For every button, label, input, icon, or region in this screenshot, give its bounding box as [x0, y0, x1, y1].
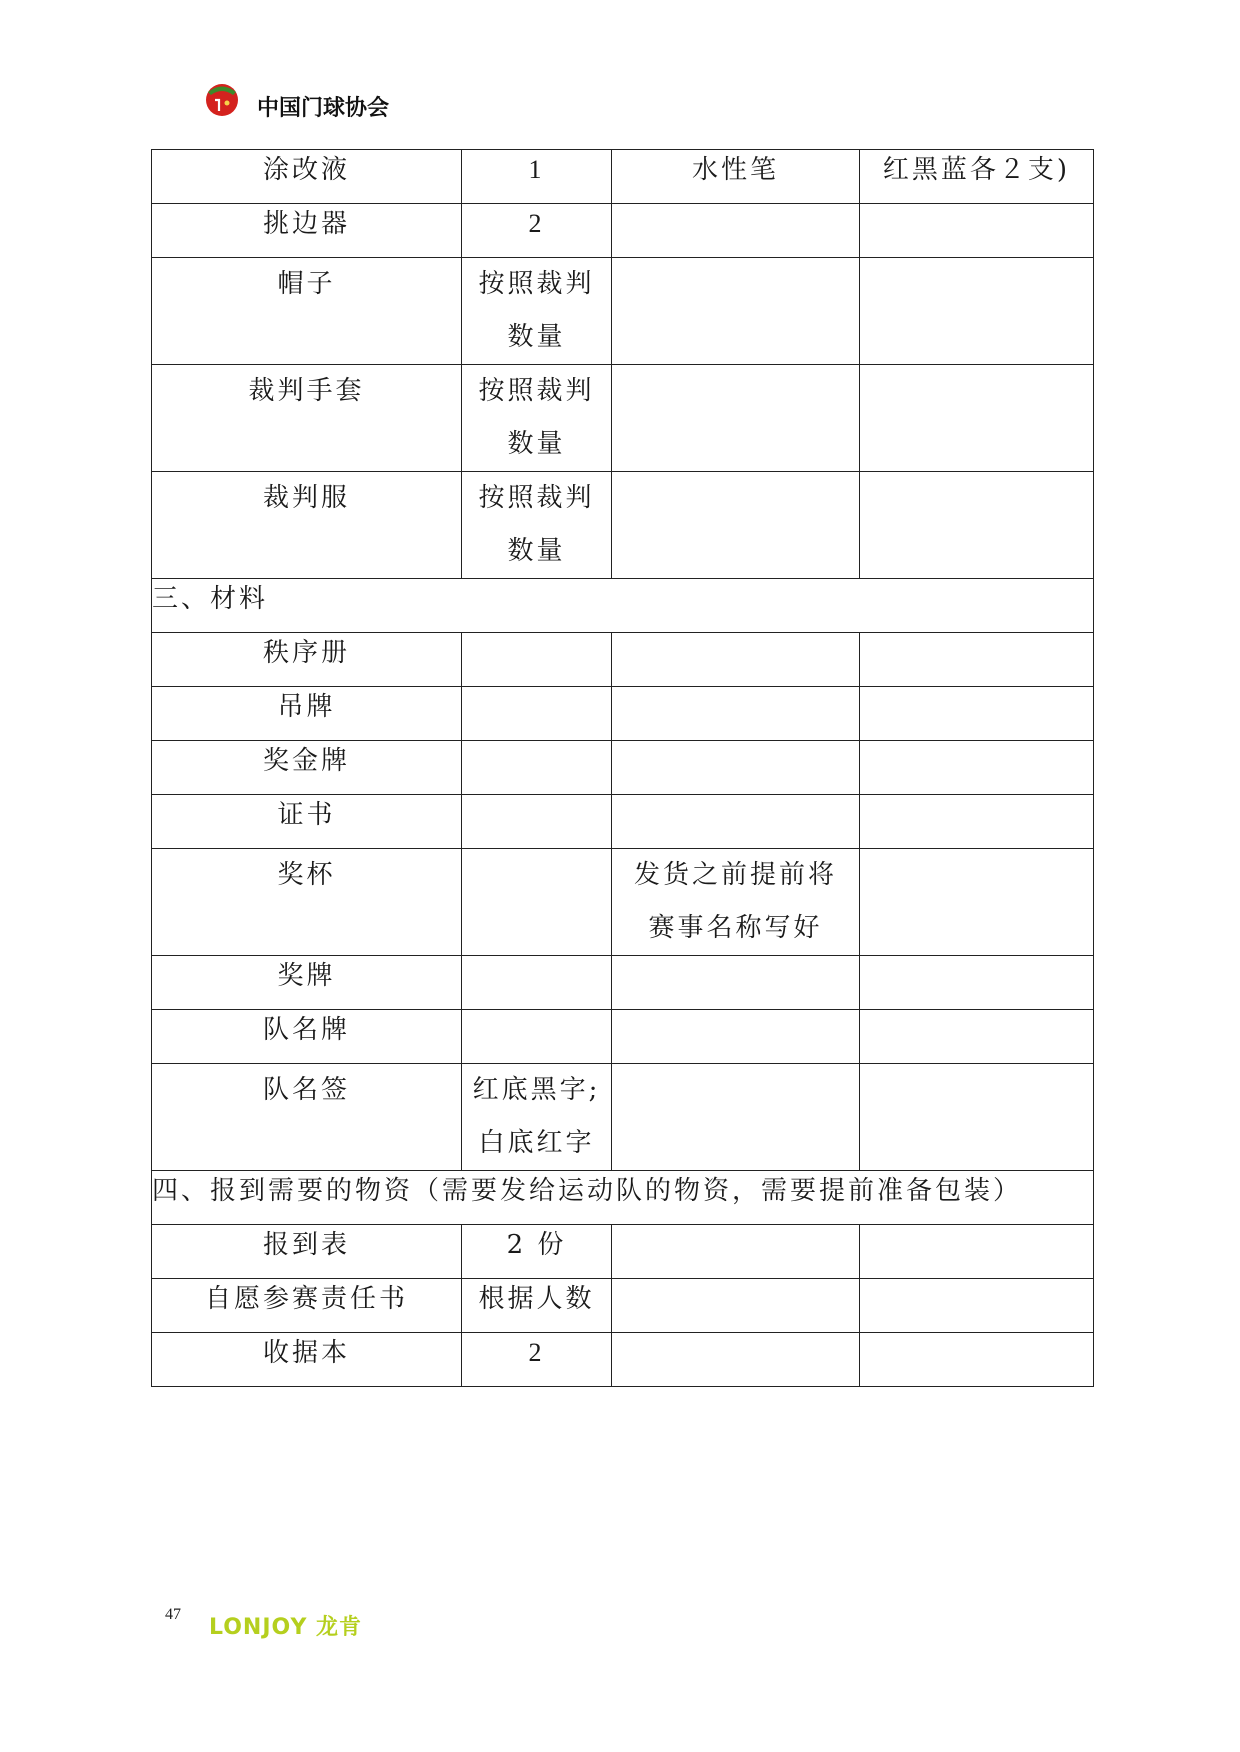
- cell-line: 数量: [507, 322, 566, 352]
- table-row: [152, 956, 1094, 1010]
- table-cell: [612, 1225, 860, 1279]
- table-row: [152, 633, 1094, 687]
- table-cell: 帽子: [152, 258, 462, 365]
- page-number: 47: [165, 1606, 181, 1623]
- table-cell: [860, 1064, 1094, 1171]
- table-row: [152, 1225, 1094, 1279]
- table-cell: 1: [462, 150, 612, 204]
- table-cell: [612, 204, 860, 258]
- table-cell: [462, 795, 612, 849]
- table-cell: 报到表: [152, 1225, 462, 1279]
- table-cell: [860, 956, 1094, 1010]
- table-cell: 2: [462, 1333, 612, 1387]
- table-row: [152, 1064, 1094, 1171]
- cell-line: 数量: [507, 536, 566, 566]
- cell-line: 按照裁判: [478, 269, 595, 299]
- table-cell: [612, 687, 860, 741]
- table-cell: 收据本: [152, 1333, 462, 1387]
- table-cell: [612, 1010, 860, 1064]
- table-cell: [612, 1064, 860, 1171]
- table-cell: [860, 1225, 1094, 1279]
- cell-line: 发货之前提前将: [633, 860, 837, 890]
- table-row: [152, 258, 1094, 365]
- table-row: [152, 150, 1094, 204]
- table-cell: 水性笔: [612, 150, 860, 204]
- table-cell: [612, 795, 860, 849]
- table-cell: 2 份: [462, 1225, 612, 1279]
- table-cell: 吊牌: [152, 687, 462, 741]
- org-name: 中国门球协会: [257, 95, 390, 121]
- table-cell: [462, 472, 612, 579]
- table-cell: [462, 687, 612, 741]
- table-row: [152, 472, 1094, 579]
- table-cell: 红黑蓝各２支): [860, 150, 1094, 204]
- table-cell: [462, 633, 612, 687]
- table-row: [152, 687, 1094, 741]
- table-cell: [860, 741, 1094, 795]
- page-header: [205, 86, 389, 126]
- table-cell: [860, 1279, 1094, 1333]
- footer-brand-logo: LONJOY 龙肯: [209, 1615, 363, 1640]
- table-cell: 证书: [152, 795, 462, 849]
- cell-line: 红底黑字;: [472, 1075, 601, 1105]
- table-cell: 队名签: [152, 1064, 462, 1171]
- table-cell: 队名牌: [152, 1010, 462, 1064]
- table-cell: 奖金牌: [152, 741, 462, 795]
- table-cell: [462, 741, 612, 795]
- table-cell: [860, 849, 1094, 956]
- table-cell: 2: [462, 204, 612, 258]
- table-cell: 根据人数: [462, 1279, 612, 1333]
- materials-table: [151, 149, 1094, 1387]
- table-row: [152, 365, 1094, 472]
- table-cell: 挑边器: [152, 204, 462, 258]
- table-cell: [860, 795, 1094, 849]
- table-row: [152, 1333, 1094, 1387]
- table-cell: [612, 956, 860, 1010]
- table-cell: 秩序册: [152, 633, 462, 687]
- table-cell: [860, 687, 1094, 741]
- table-cell: [860, 633, 1094, 687]
- table-cell: [612, 258, 860, 365]
- table-cell: [462, 956, 612, 1010]
- table-cell: [860, 1010, 1094, 1064]
- table-cell: 裁判手套: [152, 365, 462, 472]
- table-cell: [860, 1333, 1094, 1387]
- red-ball-logo-icon: [205, 83, 239, 117]
- table-cell: [612, 741, 860, 795]
- table-cell: 涂改液: [152, 150, 462, 204]
- table-cell: [612, 1279, 860, 1333]
- table-cell: [462, 365, 612, 472]
- table-cell: [462, 1064, 612, 1171]
- table-cell: [462, 258, 612, 365]
- table-cell: [462, 849, 612, 956]
- table-cell: 自愿参赛责任书: [152, 1279, 462, 1333]
- table-cell: [462, 1010, 612, 1064]
- table-cell: 奖杯: [152, 849, 462, 956]
- table-cell: 裁判服: [152, 472, 462, 579]
- table-cell: [612, 633, 860, 687]
- cell-line: 按照裁判: [478, 483, 595, 513]
- table-row: [152, 849, 1094, 956]
- table-cell: [612, 1333, 860, 1387]
- table-cell: [612, 365, 860, 472]
- cell-line: 数量: [507, 429, 566, 459]
- table-cell: [612, 849, 860, 956]
- table-row: [152, 741, 1094, 795]
- table-cell: [860, 472, 1094, 579]
- section-heading: 三、材料: [152, 579, 1094, 633]
- cell-line: 赛事名称写好: [648, 913, 823, 943]
- cell-line: 白底红字: [478, 1128, 595, 1158]
- cell-line: 按照裁判: [478, 376, 595, 406]
- table-cell: [860, 365, 1094, 472]
- table-cell: [612, 472, 860, 579]
- table-row: [152, 1279, 1094, 1333]
- section-heading: 四、报到需要的物资（需要发给运动队的物资，需要提前准备包装）: [152, 1171, 1094, 1225]
- table-cell: [860, 204, 1094, 258]
- table-row: [152, 579, 1094, 633]
- table-row: [152, 1171, 1094, 1225]
- table-cell: [860, 258, 1094, 365]
- table-cell: 奖牌: [152, 956, 462, 1010]
- table-row: [152, 204, 1094, 258]
- table-row: [152, 795, 1094, 849]
- table-row: [152, 1010, 1094, 1064]
